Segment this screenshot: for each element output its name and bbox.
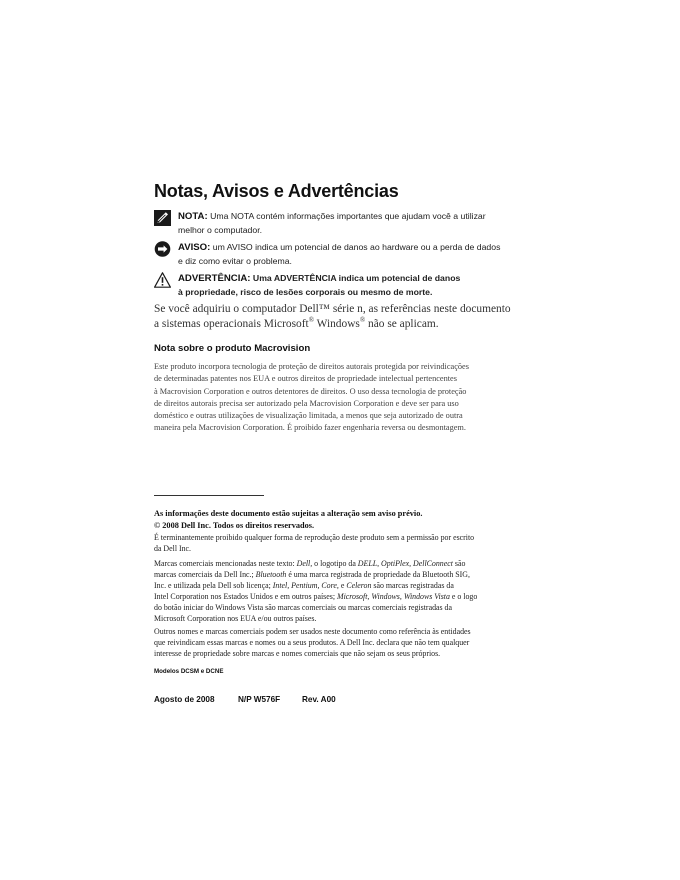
reproduction-line: da Dell Inc.	[154, 543, 192, 553]
other-trademarks-paragraph	[154, 627, 514, 660]
intro-line-2b: Windows	[314, 318, 360, 330]
notice-label: AVISO:	[178, 242, 211, 253]
reproduction-paragraph	[154, 533, 514, 555]
note-label: NOTA:	[178, 211, 208, 222]
notice-text-line1: um AVISO indica um potencial de danos ao hardware ou a perda de dados	[212, 242, 501, 252]
trademark-name: Dell,	[296, 559, 313, 568]
trademark-text: são	[452, 559, 466, 568]
note-text-line2: melhor o computador.	[178, 224, 263, 235]
macrovision-line: doméstico e outras utilizações de visualização limitada, a menos que seja autorizado de outra	[154, 411, 463, 421]
trademark-text: são marcas registradas da	[371, 580, 454, 590]
trademark-text: Intel Corporation nos Estados Unidos e em outros países;	[154, 591, 337, 601]
macrovision-line: de direitos autorais precisa ser autorizado pela Macrovision Corporation e deve ser para uso	[154, 398, 459, 408]
pencil-note-icon	[154, 210, 171, 226]
divider	[154, 495, 264, 496]
trademark-text: ,	[399, 591, 404, 601]
warning-label: ADVERTÊNCIA:	[178, 273, 251, 284]
models-line: Modelos DCSM e DCNE	[154, 668, 224, 675]
trademark-name: DellConnect	[413, 559, 453, 568]
reproduction-line: É terminantemente proibido qualquer forma de reprodução deste produto sem a permissão por escrito	[154, 533, 475, 542]
warning-text	[178, 272, 518, 298]
trademark-text: é uma marca registrada de propriedade da Bluetooth SIG,	[286, 569, 470, 579]
trademark-text: o logotipo da	[312, 559, 358, 568]
trademark-name: DELL	[357, 559, 378, 568]
trademark-text: marcas comerciais da Dell Inc.;	[154, 569, 256, 579]
trademark-text: ,	[367, 591, 372, 601]
warning-triangle-icon	[154, 272, 171, 288]
trademark-text: ,	[377, 559, 382, 568]
legal-notice-line1: As informações deste documento estão sujeitas a alteração sem aviso prévio.	[154, 509, 423, 518]
other-trademarks-line: interesse de propriedade sobre marcas e nomes comerciais que não sejam os seus próprios.	[154, 648, 441, 658]
trademark-text: e	[338, 580, 347, 590]
publication-date: Agosto de 2008	[154, 695, 215, 704]
intro-line-2c: não se aplicam.	[365, 318, 439, 330]
trademark-name: Microsoft	[337, 591, 368, 601]
macrovision-line: de determinadas patentes nos EUA e outros direitos de propriedade intelectual pertencentes	[154, 374, 457, 384]
trademark-name: Windows	[371, 591, 400, 601]
trademark-text: Microsoft Corporation nos EUA e/ou outros países.	[154, 613, 317, 623]
macrovision-line: à Macrovision Corporation e outros detentores de direitos. O uso dessa tecnologia de proteção	[154, 386, 467, 396]
page-title: Notas, Avisos e Advertências	[154, 181, 399, 201]
other-trademarks-line: Outros nomes e marcas comerciais podem ser usados neste documento como referência às entidades	[154, 627, 471, 636]
registered-mark: ®	[359, 316, 366, 325]
trademark-text: Marcas comerciais mencionadas neste texto:	[154, 559, 297, 568]
macrovision-line: maneira pela Macrovision Corporation. É proibido fazer engenharia reversa ou desmontagem.	[154, 423, 466, 433]
warning-text-line1: Uma ADVERTÊNCIA indica um potencial de danos	[252, 273, 461, 283]
intro-line-1: Se você adquiriu o computador Dell™ série n, as referências neste documento	[154, 303, 511, 315]
macrovision-line: Este produto incorpora tecnologia de proteção de direitos autorais protegida por reivindicações	[154, 362, 469, 371]
trademark-name: Intel, Pentium, Core,	[272, 580, 339, 590]
notice-text-line2: e diz como evitar o problema.	[178, 255, 292, 266]
trademark-name: Celeron	[346, 580, 372, 590]
part-number: N/P W576F	[238, 695, 281, 704]
trademark-name: Windows Vista	[403, 591, 450, 601]
note-text-line1: Uma NOTA contém informações importantes que ajudam você a utilizar	[210, 211, 486, 221]
notice-text	[178, 241, 518, 267]
warning-block	[154, 272, 514, 298]
legal-notice	[154, 508, 514, 531]
notice-block	[154, 241, 514, 267]
other-trademarks-line: que reivindicam essas marcas e nomes ou a seus produtos. A Dell Inc. declara que não tem qualquer	[154, 637, 470, 647]
notice-hand-icon	[154, 241, 171, 257]
trademark-text: e o logo	[449, 591, 478, 601]
warning-text-line2: à propriedade, risco de lesões corporais ou mesmo de morte.	[178, 286, 433, 297]
trademark-name: OptiPlex	[381, 559, 410, 568]
trademark-name: Bluetooth	[255, 569, 287, 579]
registered-mark: ®	[308, 316, 315, 325]
trademark-text: ,	[409, 559, 414, 568]
macrovision-heading: Nota sobre o produto Macrovision	[154, 343, 311, 354]
trademark-text: do botão iniciar do Windows Vista são marcas comerciais ou marcas comerciais registradas da	[154, 602, 453, 612]
intro-paragraph	[154, 302, 514, 332]
note-block	[154, 210, 514, 236]
copyright-line: © 2008 Dell Inc. Todos os direitos reservados.	[154, 520, 315, 530]
intro-line-2a: a sistemas operacionais Microsoft	[154, 318, 309, 330]
revision: Rev. A00	[302, 695, 336, 704]
trademarks-paragraph	[154, 559, 514, 624]
note-text	[178, 210, 518, 236]
macrovision-paragraph	[154, 361, 514, 435]
trademark-text: Inc. e utilizada pela Dell sob licença;	[154, 580, 273, 590]
